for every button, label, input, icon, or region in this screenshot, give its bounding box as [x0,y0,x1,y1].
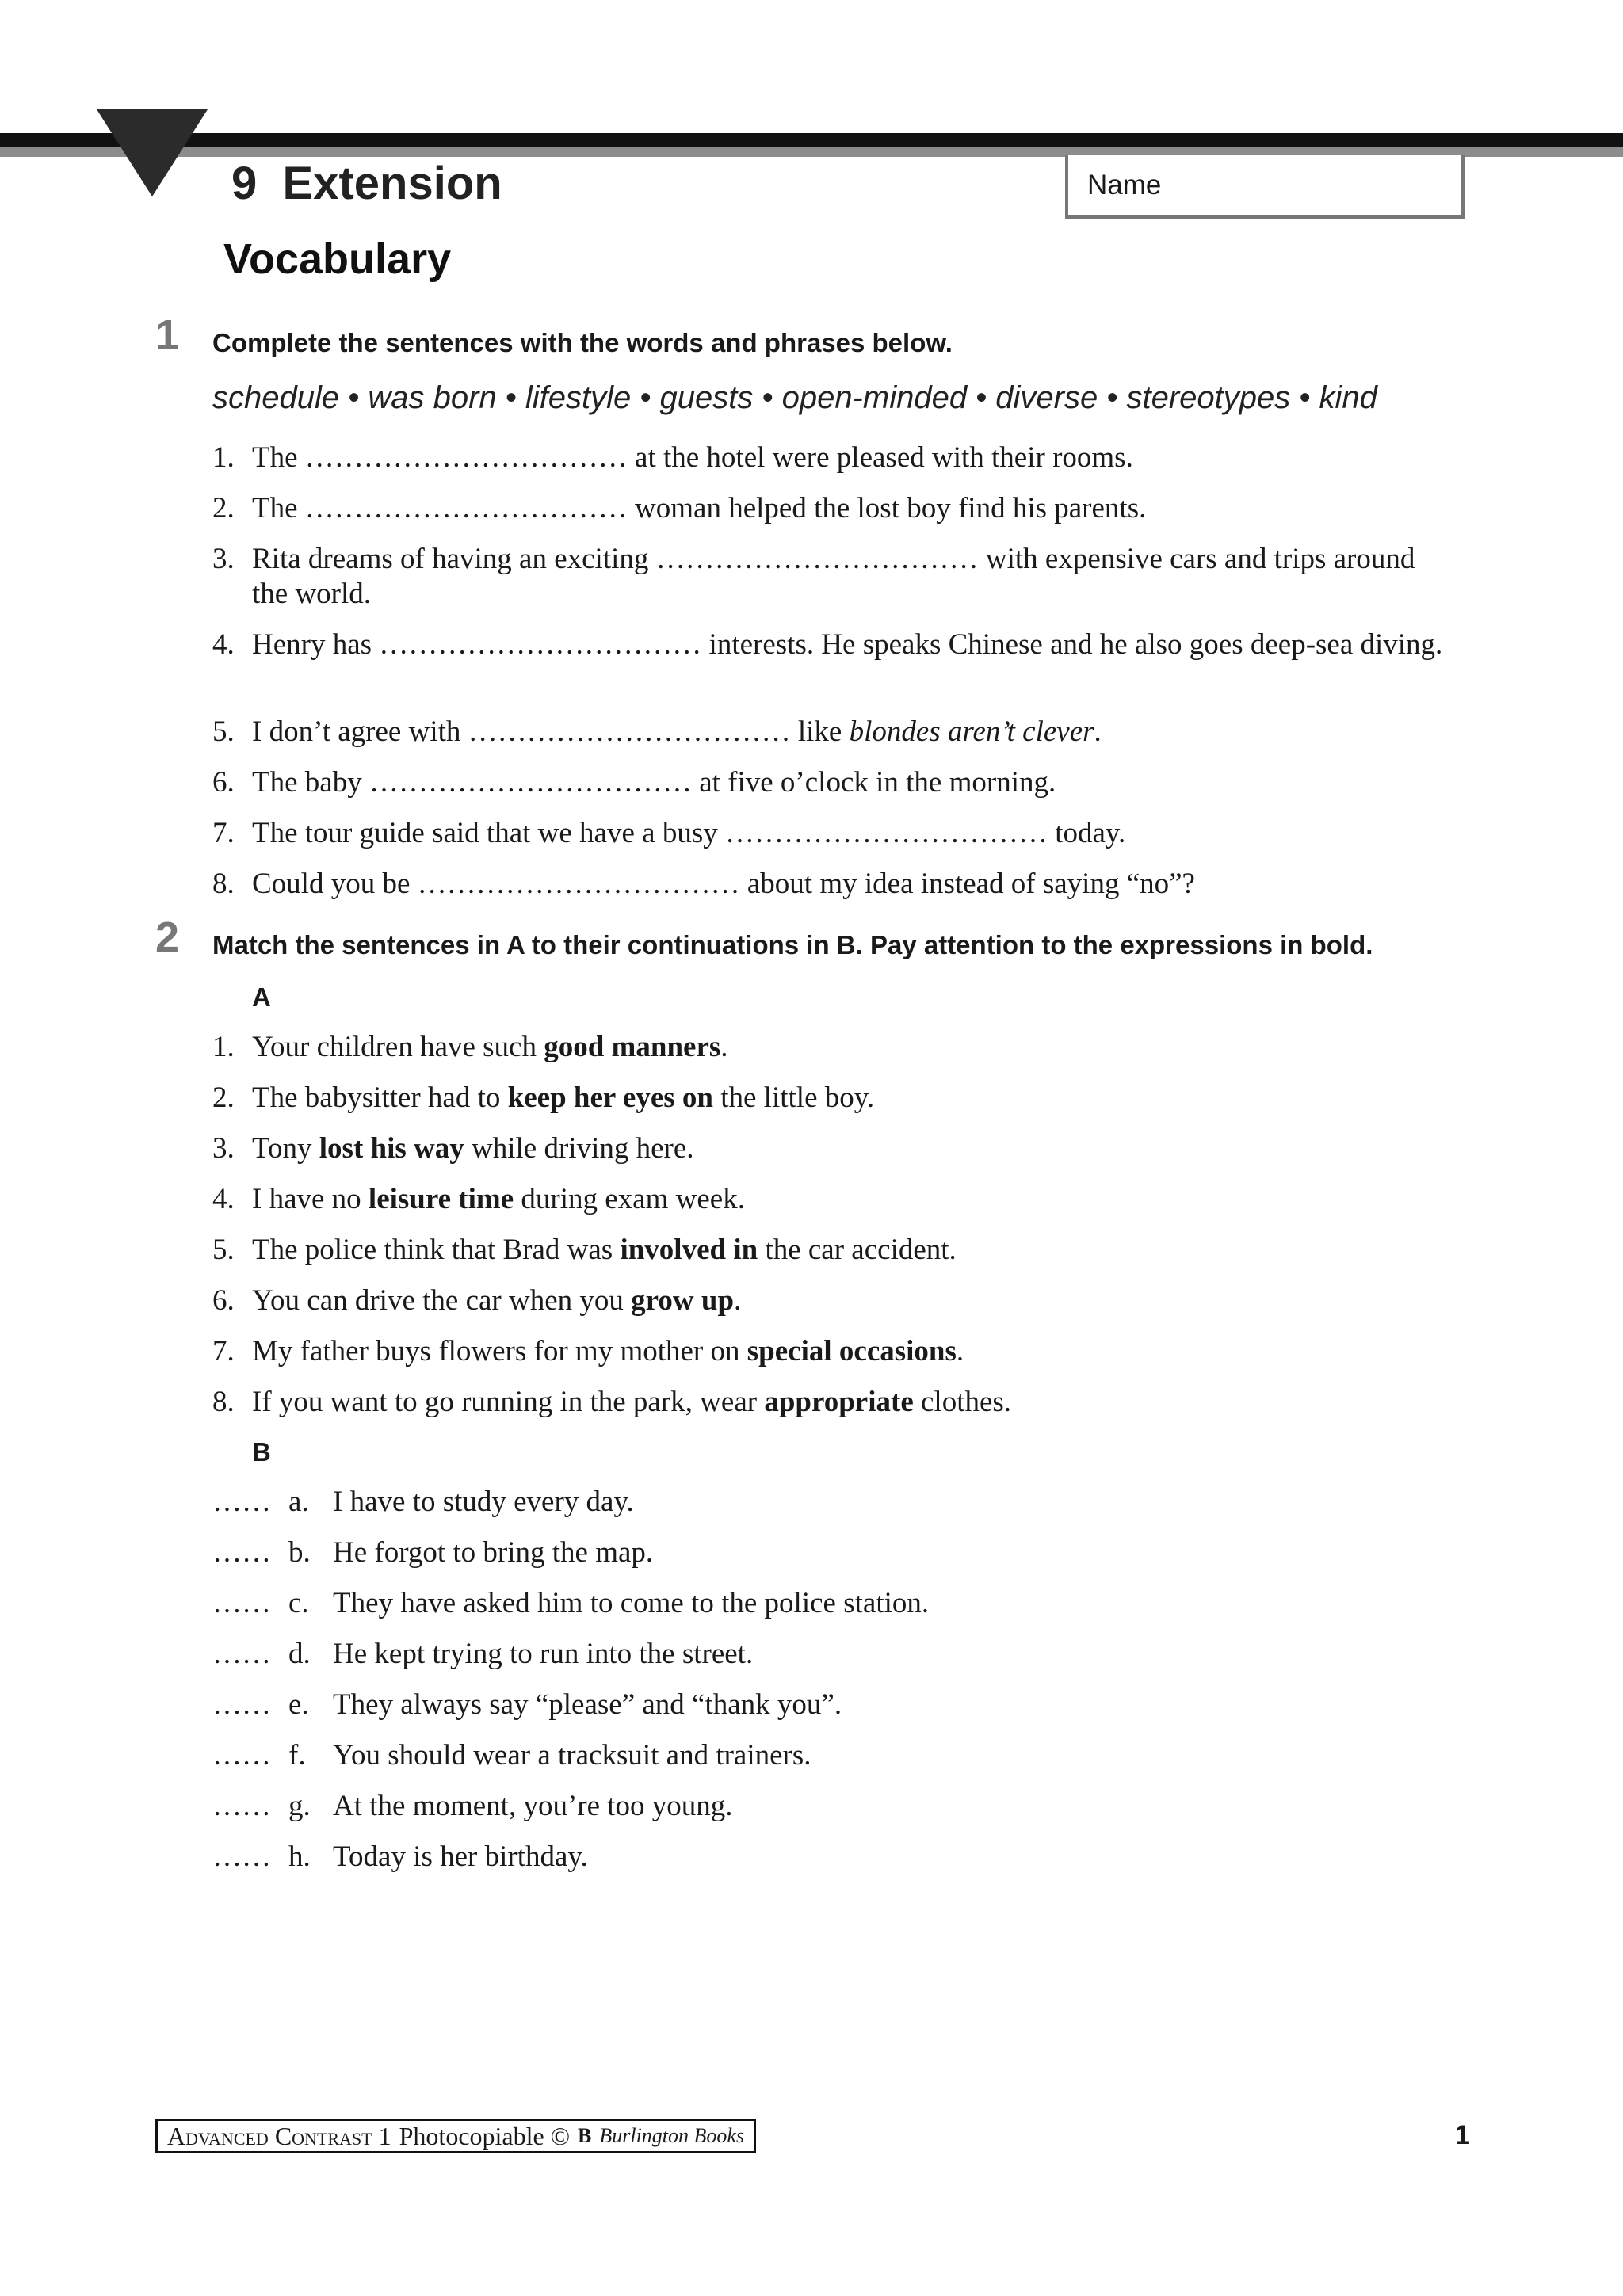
item-text-before: Could you be …………………………… about my idea instead of saying “no”? [252,868,1195,900]
item-letter: d. [288,1638,311,1670]
item-text [252,542,1457,612]
item-number: 8. [212,1386,235,1418]
exercise-1-item [212,627,1457,662]
exercise-2-number: 2 [155,913,180,961]
expression-bold: keep her eyes on [507,1081,713,1114]
item-text-before: Your children have such [252,1031,544,1063]
unit-heading [231,157,502,210]
item-text-before: Henry has …………………………… interests. He speaks Chinese and he also goes deep-sea diving. [252,628,1443,661]
item-text [252,1182,1457,1217]
answer-blank[interactable]: …… [212,1790,271,1822]
item-text-after: . [956,1335,964,1367]
item-number: 7. [212,1335,235,1367]
item-text [252,1334,1457,1369]
unit-title: Extension [282,158,502,209]
answer-blank[interactable]: …… [212,1486,271,1518]
section-title: Vocabulary [223,235,452,283]
footer-publisher: Burlington Books [599,2124,745,2147]
column-b-label: B [252,1437,271,1466]
expression-bold: lost his way [319,1132,464,1165]
item-number: 4. [212,628,235,661]
item-number: 4. [212,1183,235,1215]
column-a-item [212,1030,1457,1065]
item-text [252,1283,1457,1318]
item-text-after: while driving here. [464,1132,694,1165]
item-number: 3. [212,1132,235,1165]
item-text: At the moment, you’re too young. [333,1790,733,1822]
item-text: Today is her birthday. [333,1840,588,1873]
header-rule-dark [0,133,1623,147]
item-number: 8. [212,868,235,900]
item-text-before: The tour guide said that we have a busy …………………………… today. [252,817,1126,849]
column-a-item [212,1334,1457,1369]
item-text-after: . [720,1031,728,1063]
item-number: 3. [212,543,235,575]
exercise-1-item [212,765,1457,800]
item-number: 2. [212,492,235,524]
footer-credit [155,2119,756,2153]
exercise-1-item [212,715,1457,749]
item-text: He kept trying to run into the street. [333,1638,754,1670]
exercise-1-item [212,491,1457,526]
column-a-item [212,1233,1457,1268]
item-number: 1. [212,441,235,474]
item-text-before: The …………………………… at the hotel were pleased with their rooms. [252,441,1133,474]
item-text-before: The police think that Brad was [252,1234,621,1266]
item-text-after: . [734,1284,742,1317]
expression-bold: leisure time [368,1183,514,1215]
item-text-after: the car accident. [758,1234,957,1266]
word-box: schedule • was born • lifestyle • guests • open-minded • diverse • stereotypes • kind [212,380,1377,415]
item-number: 1. [212,1031,235,1063]
item-letter: h. [288,1840,311,1873]
item-text [252,1030,1457,1065]
item-text: They have asked him to come to the police station. [333,1587,930,1619]
expression-bold: grow up [631,1284,735,1317]
item-letter: f. [288,1739,306,1772]
item-number: 6. [212,766,235,799]
item-text-before: Tony [252,1132,319,1165]
expression-bold: special occasions [747,1335,957,1367]
item-text-before: If you want to go running in the park, wear [252,1386,765,1418]
column-a-item [212,1131,1457,1166]
unit-number: 9 [231,158,258,209]
answer-blank[interactable]: …… [212,1638,271,1670]
item-text: You should wear a tracksuit and trainers. [333,1739,812,1772]
item-text-after: clothes. [913,1386,1012,1418]
item-text: They always say “please” and “thank you”. [333,1688,842,1721]
footer-photocopiable: Photocopiable © [399,2121,571,2150]
expression-bold: appropriate [764,1386,914,1418]
publisher-logo-icon: B [578,2124,592,2147]
item-text [252,867,1457,902]
item-letter: c. [288,1587,309,1619]
item-number: 2. [212,1081,235,1114]
column-a-item [212,1385,1457,1420]
item-number: 6. [212,1284,235,1317]
item-text: He forgot to bring the map. [333,1536,654,1569]
item-text-before: The babysitter had to [252,1081,508,1114]
column-a-item [212,1081,1457,1116]
item-number: 7. [212,817,235,849]
item-letter: b. [288,1536,311,1569]
item-text [252,1081,1457,1116]
exercise-1-item [212,542,1457,612]
triangle-marker-icon [97,109,208,196]
answer-blank[interactable]: …… [212,1840,271,1873]
item-text [252,715,1457,749]
column-a-label: A [252,982,271,1012]
item-letter: g. [288,1790,311,1822]
item-text [252,1233,1457,1268]
name-field[interactable] [1065,155,1465,219]
page-number: 1 [1455,2120,1470,2150]
answer-blank[interactable]: …… [212,1739,271,1772]
exercise-1-number: 1 [155,311,180,359]
item-letter: a. [288,1486,309,1518]
item-text [252,816,1457,851]
answer-blank[interactable]: …… [212,1536,271,1569]
item-text-before: The …………………………… woman helped the lost boy find his parents. [252,492,1147,524]
item-number: 5. [212,1234,235,1266]
answer-blank[interactable]: …… [212,1688,271,1721]
expression-bold: good manners [544,1031,721,1063]
item-text [252,765,1457,800]
item-text-before: Rita dreams of having an exciting …………………………… with expensive cars and trips around the world. [252,543,1415,610]
item-text-italic: blondes aren’t clever [849,715,1094,748]
expression-bold: involved in [620,1234,758,1266]
exercise-2-instruction: Match the sentences in A to their continuations in B. Pay attention to the expressions in bold. [212,930,1373,959]
item-text [252,627,1457,662]
name-label: Name [1087,170,1162,200]
item-text-before: The baby …………………………… at five o’clock in the morning. [252,766,1056,799]
item-letter: e. [288,1688,309,1721]
column-a-item [212,1182,1457,1217]
footer-title: Advanced Contrast 1 [167,2121,391,2150]
item-text [252,1385,1457,1420]
item-text-before: I don’t agree with …………………………… like [252,715,850,748]
exercise-1-instruction: Complete the sentences with the words and phrases below. [212,328,953,357]
item-text-after: the little boy. [712,1081,875,1114]
exercise-1-item [212,816,1457,851]
item-text-before: I have no [252,1183,369,1215]
exercise-1-item [212,867,1457,902]
item-text [252,441,1457,475]
item-text: I have to study every day. [333,1486,634,1518]
item-text [252,1131,1457,1166]
item-text-before: You can drive the car when you [252,1284,632,1317]
answer-blank[interactable]: …… [212,1587,271,1619]
item-text-before: My father buys flowers for my mother on [252,1335,747,1367]
item-text [252,491,1457,526]
item-text-after: during exam week. [514,1183,745,1215]
item-number: 5. [212,715,235,748]
column-a-item [212,1283,1457,1318]
item-text-after: . [1094,715,1102,748]
exercise-1-item [212,441,1457,475]
